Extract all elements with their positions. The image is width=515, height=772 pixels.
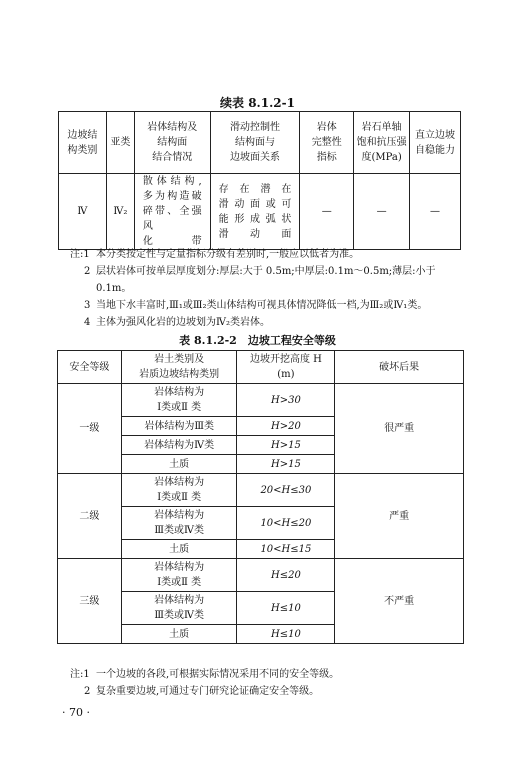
rock-class-line: 岩体结构为Ⅲ类 — [144, 420, 214, 432]
cell-subclass — [106, 174, 134, 250]
rock-class-cell — [121, 540, 237, 559]
rock-class-line: 岩体结构为 — [154, 387, 205, 398]
header-strength — [354, 112, 410, 174]
cell-relation — [210, 174, 300, 250]
note-text: 复杂重要边坡,可通过专门研究论证确定安全等级。 — [96, 686, 320, 697]
height-cell — [237, 436, 335, 455]
rock-class-cell — [121, 455, 237, 474]
header-structure-line: 结合情况 — [152, 152, 193, 163]
header-category-line: 构类别 — [67, 144, 98, 156]
height-value: 20<H≤30 — [260, 484, 312, 496]
header-integrity-line: 完整性 — [311, 137, 342, 148]
header-subclass — [106, 112, 134, 174]
height-value: H>20 — [271, 420, 301, 432]
header-stability — [410, 112, 461, 174]
relation-line: 滑动面或可 — [218, 198, 292, 210]
note-number: 注:1 — [70, 249, 90, 260]
header-stability-line: 自稳能力 — [415, 144, 456, 156]
cell-integrity — [300, 174, 354, 250]
height-cell — [237, 540, 335, 559]
rock-class-line: 岩体结构为Ⅳ类 — [144, 439, 215, 451]
header-strength-line: 岩石单轴 — [361, 122, 402, 133]
header-category — [59, 112, 107, 174]
consequence-value: 严重 — [389, 510, 410, 522]
integrity-value: — — [321, 206, 332, 217]
rock-class-line: 土质 — [169, 543, 190, 555]
note-text: 当地下水丰富时,Ⅲ₁或Ⅲ₂类山体结构可视具体情况降低一档,为Ⅲ₂或Ⅳ₁类。 — [96, 300, 428, 311]
cell-strength — [354, 174, 410, 250]
note-item — [70, 666, 466, 683]
rock-class-cell — [121, 436, 237, 455]
safety-grade-table — [57, 350, 464, 644]
subclass-value: Ⅳ₂ — [113, 206, 128, 217]
note-item — [70, 314, 466, 331]
header-consequence — [335, 351, 464, 384]
rock-class-line: Ⅰ类或Ⅱ 类 — [157, 577, 202, 588]
header-rock-line: 岩质边坡结构类别 — [139, 369, 220, 380]
rock-class-line: 岩体结构为 — [154, 595, 205, 606]
consequence-cell — [335, 384, 464, 474]
header-subclass-line: 亚类 — [110, 137, 131, 148]
height-cell — [237, 507, 335, 540]
rock-class-line: 岩体结构为 — [154, 477, 205, 488]
height-cell — [237, 625, 335, 644]
rock-class-line: 土质 — [169, 458, 190, 470]
note-number: 4 — [84, 317, 91, 328]
safety-level-value: 三级 — [79, 595, 100, 607]
header-height-line: 边坡开挖高度 H — [249, 354, 322, 365]
header-strength-line: 饱和抗压强 — [356, 137, 407, 148]
consequence-cell — [335, 559, 464, 644]
note-item — [70, 297, 466, 314]
cell-stability — [410, 174, 461, 250]
table1-notes — [70, 246, 466, 331]
stability-value: — — [430, 206, 441, 217]
table2-caption: 表 8.1.2-2 边坡工程安全等级 — [179, 334, 336, 347]
structure-line: 碎带、全强风 — [142, 206, 202, 232]
structure-line: 多为构造破 — [142, 191, 202, 202]
height-value: H>30 — [271, 394, 301, 406]
header-rock-line: 岩土类别及 — [154, 354, 205, 365]
rock-class-line: Ⅲ类或Ⅳ类 — [154, 525, 204, 536]
category-value: Ⅳ — [77, 206, 88, 217]
height-cell — [237, 592, 335, 625]
header-excavation-height — [237, 351, 335, 384]
rock-class-line: 岩体结构为 — [154, 562, 205, 573]
header-stability-line: 直立边坡 — [415, 129, 456, 141]
rock-class-line: Ⅲ类或Ⅳ类 — [154, 610, 204, 621]
header-relation-line: 结构面与 — [235, 137, 275, 148]
header-level-label: 安全等级 — [69, 361, 110, 373]
table-row — [58, 474, 464, 507]
height-value: H>15 — [271, 439, 301, 451]
header-strength-line: 度(MPa) — [361, 152, 402, 163]
strength-value: — — [376, 206, 387, 217]
note-number: 2 — [84, 266, 91, 277]
note-text: 层状岩体可按单层厚度划分:厚层:大于 0.5m;中厚层:0.1m～0.5m;薄层:小于 0.1m。 — [96, 266, 436, 294]
relation-line: 存在潜在 — [218, 183, 292, 195]
header-relation — [210, 112, 300, 174]
header-structure-line: 结构面 — [157, 137, 188, 148]
rock-class-cell — [121, 384, 237, 417]
note-text: 一个边坡的各段,可根据实际情况采用不同的安全等级。 — [96, 669, 340, 680]
consequence-value: 很严重 — [384, 423, 415, 434]
safety-level-cell — [58, 474, 122, 559]
rock-class-line: Ⅰ类或Ⅱ 类 — [157, 402, 202, 413]
height-value: H≤10 — [271, 628, 301, 640]
height-cell — [237, 455, 335, 474]
height-cell — [237, 559, 335, 592]
rock-class-line: 岩体结构为 — [154, 510, 205, 521]
header-integrity — [300, 112, 354, 174]
note-number: 3 — [84, 300, 91, 311]
table-row — [58, 559, 464, 592]
safety-level-cell — [58, 384, 122, 474]
note-text: 本分类按定性与定量指标分级有差别时,一般应以低者为准。 — [96, 249, 360, 260]
header-rock-class — [121, 351, 237, 384]
safety-level-value: 二级 — [79, 510, 100, 522]
note-item — [70, 263, 466, 297]
height-value: H>15 — [271, 458, 301, 470]
relation-line: 滑动面 — [218, 228, 292, 240]
rock-class-cell — [121, 559, 237, 592]
table1-caption: 续表 8.1.2-1 — [220, 96, 295, 110]
safety-level-value: 一级 — [79, 423, 100, 434]
header-relation-line: 滑动控制性 — [230, 122, 280, 133]
slope-structure-table — [58, 111, 461, 250]
header-category-line: 边坡结 — [67, 129, 98, 141]
height-value: H≤20 — [271, 569, 301, 581]
height-cell — [237, 474, 335, 507]
height-cell — [237, 417, 335, 436]
rock-class-cell — [121, 592, 237, 625]
page-number: · 70 · — [62, 706, 90, 719]
header-consequence-label: 破坏后果 — [379, 361, 420, 373]
table2-notes — [70, 666, 466, 700]
header-integrity-line: 指标 — [316, 152, 337, 163]
note-text: 主体为强风化岩的边坡划为Ⅳ₂类岩体。 — [96, 317, 270, 328]
cell-category — [59, 174, 107, 250]
structure-line: 散体结构, — [142, 176, 202, 187]
relation-line: 能形成弧状 — [218, 213, 292, 225]
height-value: 10<H≤15 — [260, 543, 312, 555]
rock-class-line: 土质 — [169, 628, 190, 640]
rock-class-line: Ⅰ类或Ⅱ 类 — [157, 492, 202, 503]
consequence-cell — [335, 474, 464, 559]
safety-level-cell — [58, 559, 122, 644]
rock-class-cell — [121, 507, 237, 540]
height-cell — [237, 384, 335, 417]
header-structure-line: 岩体结构及 — [147, 122, 198, 133]
note-item — [70, 683, 466, 700]
header-integrity-line: 岩体 — [316, 122, 337, 133]
note-item — [70, 246, 466, 263]
cell-structure — [134, 174, 210, 250]
consequence-value: 不严重 — [384, 595, 415, 607]
header-safety-level — [58, 351, 122, 384]
table-row — [58, 384, 464, 417]
header-structure — [134, 112, 210, 174]
rock-class-cell — [121, 417, 237, 436]
rock-class-cell — [121, 625, 237, 644]
height-value: H≤10 — [271, 602, 301, 614]
rock-class-cell — [121, 474, 237, 507]
structure-line: 化带 — [142, 236, 202, 247]
note-number: 2 — [84, 686, 91, 697]
header-height-line: (m) — [277, 369, 295, 380]
header-relation-line: 边坡面关系 — [230, 152, 280, 163]
note-number: 注:1 — [70, 669, 90, 680]
height-value: 10<H≤20 — [260, 517, 312, 529]
